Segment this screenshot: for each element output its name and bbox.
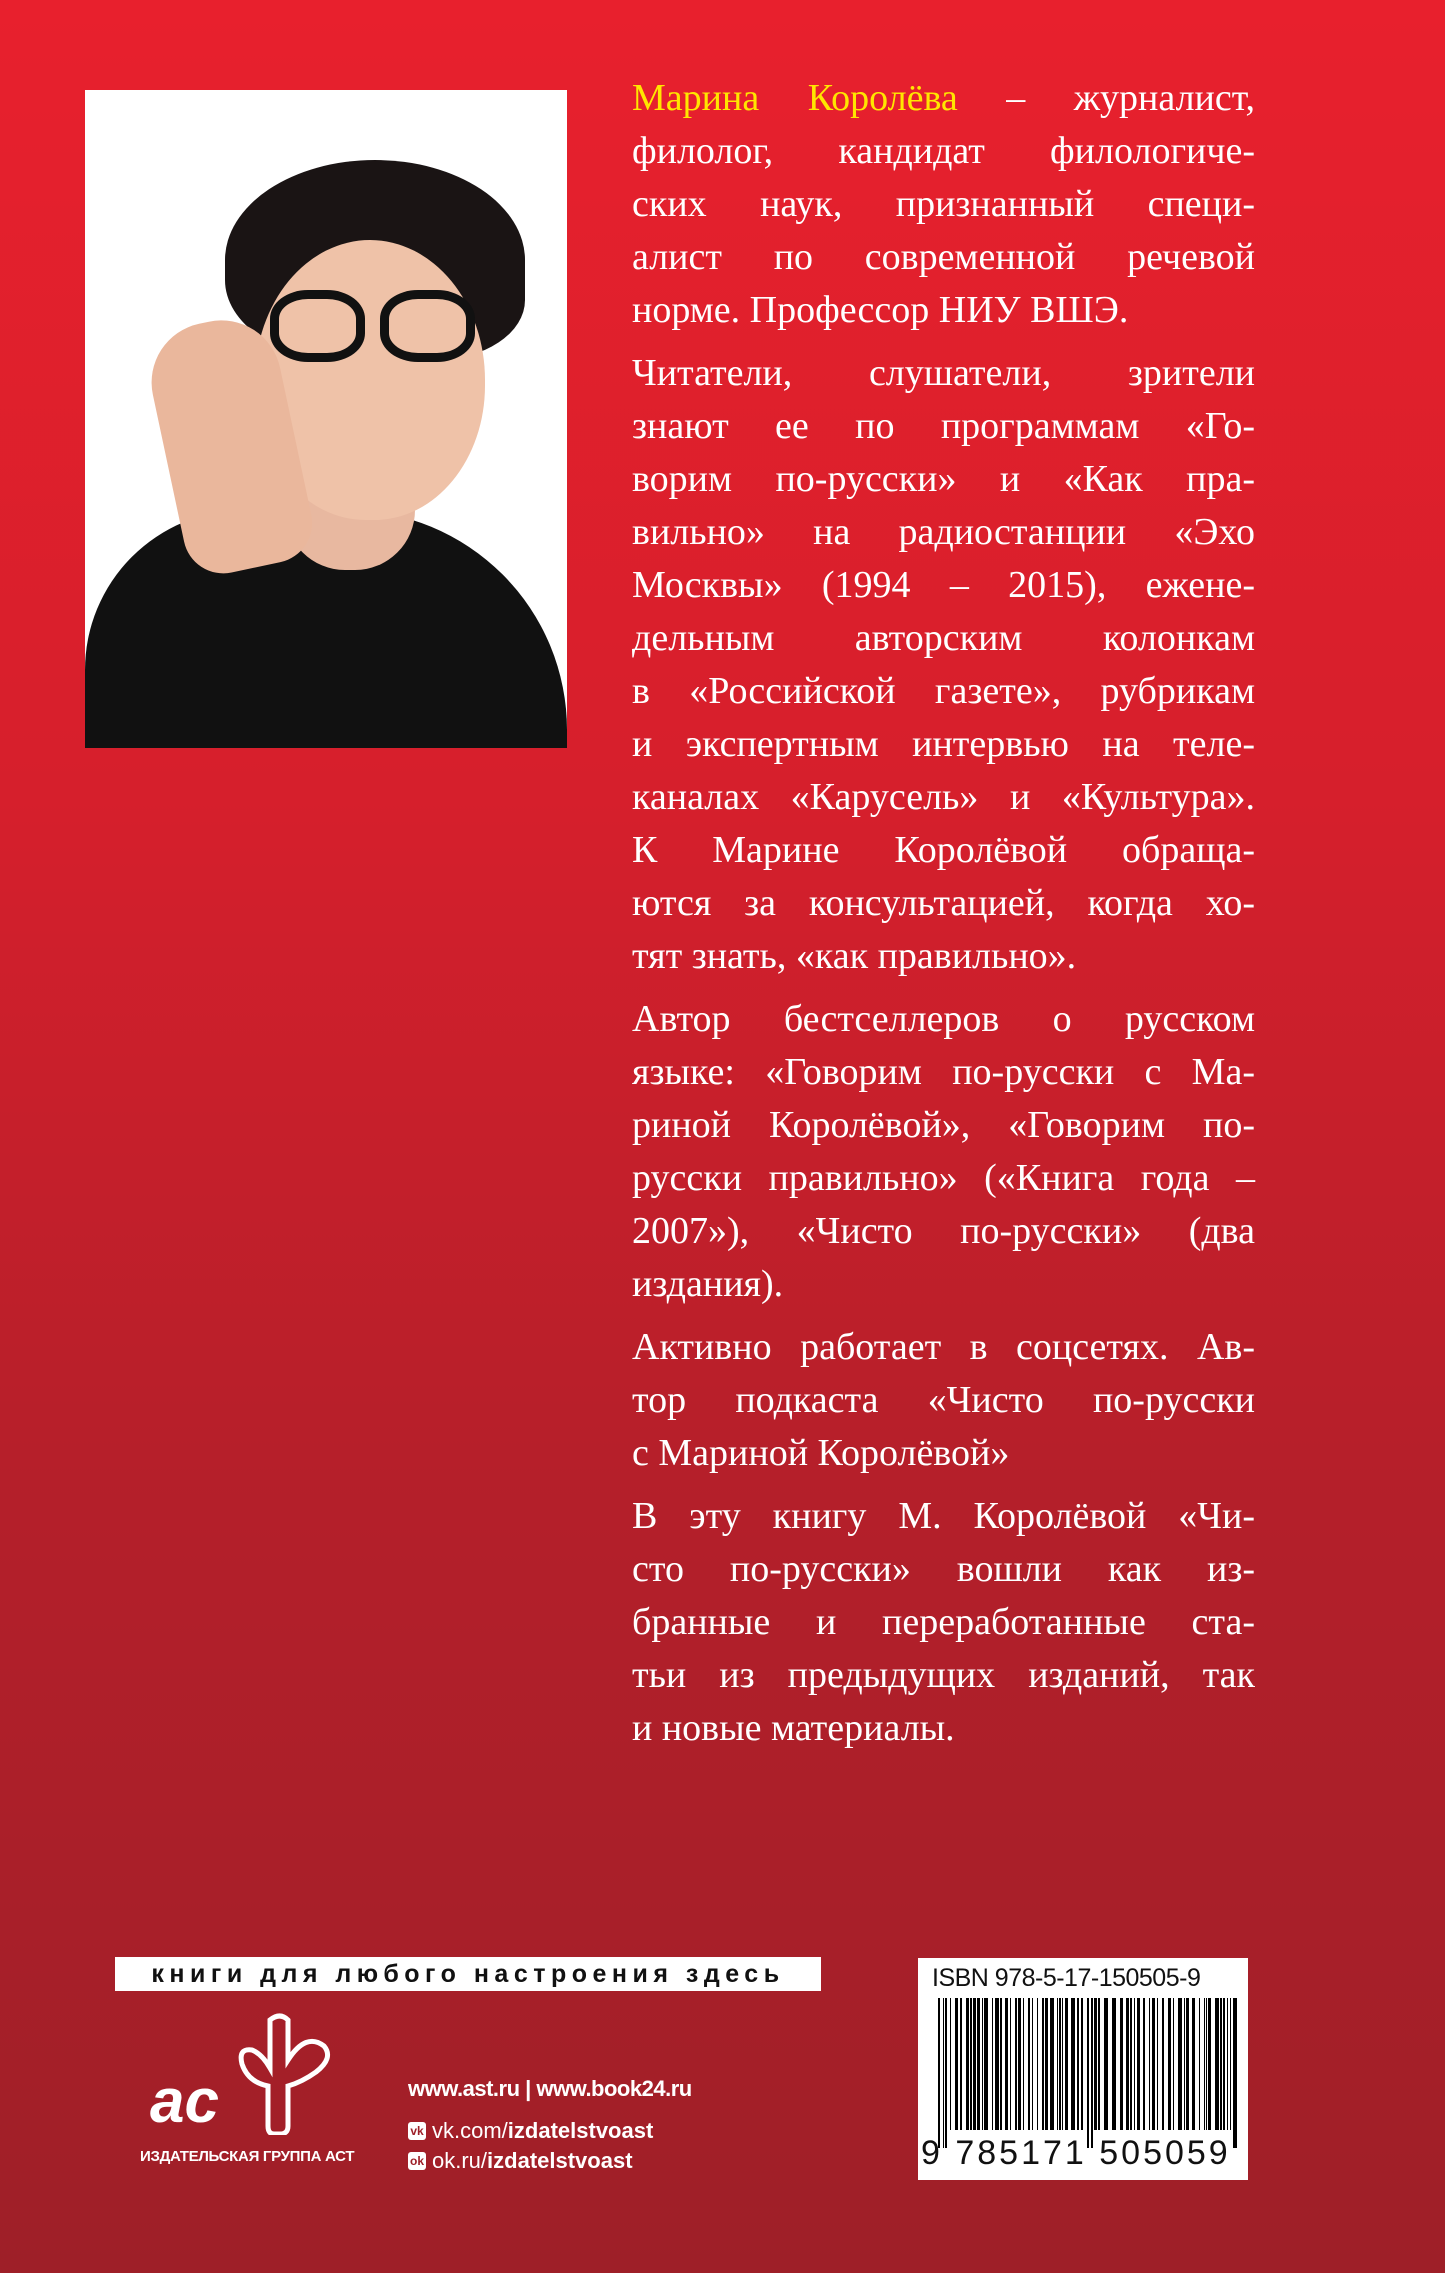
bio-line: ских наук, признанный специ-: [632, 183, 1255, 225]
barcode-bar: [1050, 1998, 1054, 2130]
bio-line: алист по современной речевой: [632, 236, 1255, 278]
barcode-bar: [1112, 1998, 1116, 2130]
bio-line: норме. Профессор НИУ ВШЭ.: [632, 289, 1129, 331]
bio-line: тьи из предыдущих изданий, так: [632, 1654, 1255, 1696]
bio-line: знают ее по программам «Го-: [632, 405, 1255, 447]
barcode-bar: [1233, 1998, 1237, 2148]
barcode-bar: [1227, 1998, 1228, 2130]
barcode-bar: [1206, 1998, 1207, 2130]
bio-line: Читатели, слушатели, зрители: [632, 352, 1255, 394]
odnoklassniki-icon: ok: [409, 2154, 424, 2168]
bio-line: издания).: [632, 1263, 784, 1305]
barcode-bar: [1005, 1998, 1008, 2130]
author-name: Марина Королёва: [632, 77, 958, 119]
barcode-bar: [960, 1998, 962, 2130]
bio-line: русски правильно» («Книга года –: [632, 1157, 1255, 1199]
barcode-bar: [1094, 1998, 1097, 2130]
ok-prefix: ok.ru/: [432, 2148, 488, 2173]
barcode-bar: [992, 1998, 993, 2130]
bio-paragraph: [632, 1490, 1255, 1755]
barcode-bar: [1042, 1998, 1044, 2130]
bio-line: Москвы» (1994 – 2015), еженe-: [632, 564, 1255, 606]
barcode-bar: [1018, 1998, 1021, 2130]
barcode-bar: [1057, 1998, 1058, 2130]
barcode-bar: [1126, 1998, 1129, 2130]
barcode-bar: [955, 1998, 958, 2130]
author-photo: [85, 90, 567, 748]
bio-line: К Марине Королёвой обраща-: [632, 829, 1255, 871]
bio-line: тят знать, «как правильно».: [632, 935, 1077, 977]
barcode-bar: [1215, 1998, 1219, 2130]
barcode-bar: [1028, 1998, 1030, 2130]
barcode-bar: [984, 1998, 988, 2130]
barcode-bar: [1220, 1998, 1222, 2130]
barcode-bar: [1223, 1998, 1225, 2130]
bio-line: 2007»), «Чисто по-русски» (два: [632, 1210, 1255, 1252]
vk-prefix: vk.com/: [432, 2118, 508, 2143]
barcode-bar: [1208, 1998, 1211, 2130]
slogan-banner: книги для любого настроения здесь: [115, 1957, 821, 1991]
barcode-bar: [970, 1998, 972, 2130]
barcode-bar: [1168, 1998, 1171, 2130]
barcode-bar: [1091, 1998, 1093, 2148]
barcode-bar: [1032, 1998, 1033, 2130]
barcode-bar: [1065, 1998, 1068, 2130]
barcode-bar: [1143, 1998, 1145, 2130]
barcode-bar: [1204, 1998, 1205, 2130]
barcode-bar: [1178, 1998, 1182, 2130]
barcode-bar: [966, 1998, 969, 2130]
vk-link[interactable]: [408, 2118, 653, 2144]
bio-line: В эту книгу М. Королёвой «Чи-: [632, 1495, 1255, 1537]
bio-line: риной Королёвой», «Говорим по-: [632, 1104, 1255, 1146]
barcode-bar: [1162, 1998, 1164, 2130]
barcode-bar: [1059, 1998, 1061, 2130]
barcode-bar: [943, 1998, 944, 2148]
barcode-bar: [1104, 1998, 1108, 2130]
barcode-bar: [1062, 1998, 1063, 2130]
bio-line: тор подкаста «Чисто по-русски: [632, 1379, 1255, 1421]
bio-paragraph: [632, 993, 1255, 1311]
barcode-bar: [1134, 1998, 1135, 2130]
bio-line: Автор бестселлеров о русском: [632, 998, 1255, 1040]
barcode-bar: [945, 1998, 947, 2148]
barcode-bar: [1137, 1998, 1140, 2130]
bio-line: Марина Королёва – журналист,: [632, 77, 1255, 119]
svg-text:ас: ас: [150, 2067, 219, 2135]
bio-line: вильно» на радиостанции «Эхо: [632, 511, 1255, 553]
barcode: [938, 1998, 1238, 2148]
bio-line: в «Российской газете», рубрикам: [632, 670, 1255, 712]
ok-link[interactable]: [408, 2148, 633, 2174]
barcode-bar: [1192, 1998, 1195, 2130]
bio-line: бранные и переработанные ста-: [632, 1601, 1255, 1643]
vk-icon: vk: [408, 2122, 426, 2140]
barcode-bar: [1157, 1998, 1158, 2130]
bio-line: ются за консультацией, когда хо-: [632, 882, 1255, 924]
barcode-bar: [1081, 1998, 1083, 2130]
barcode-bar: [1186, 1998, 1189, 2130]
barcode-bar: [973, 1998, 976, 2130]
ast-logo: [150, 2010, 350, 2135]
barcode-bar: [1010, 1998, 1011, 2130]
publisher-name: ИЗДАТЕЛЬСКАЯ ГРУППА АСТ: [140, 2148, 355, 2165]
bio-line: и новые материалы.: [632, 1707, 955, 1749]
barcode-bar: [1149, 1998, 1150, 2130]
barcode-bar: [1000, 1998, 1002, 2130]
barcode-bar: [977, 1998, 980, 2130]
barcode-bar: [1120, 1998, 1123, 2130]
barcode-bar: [982, 1998, 983, 2130]
bio-line: филолог, кандидат филологиче-: [632, 130, 1255, 172]
barcode-bar: [1077, 1998, 1079, 2130]
barcode-bar: [1023, 1998, 1024, 2130]
vk-handle: izdatelstvoast: [507, 2118, 654, 2143]
bio-line: и экспертным интервью на теле-: [632, 723, 1255, 765]
barcode-bar: [1015, 1998, 1017, 2130]
barcode-bar: [938, 1998, 940, 2148]
bio-paragraph: [632, 347, 1255, 983]
barcode-bar: [1087, 1998, 1089, 2148]
barcode-digits: 9 785171 505059: [921, 2134, 1231, 2172]
barcode-bar: [1071, 1998, 1075, 2130]
isbn-label: ISBN 978-5-17-150505-9: [932, 1964, 1201, 1992]
publisher-websites[interactable]: www.ast.ru | www.book24.ru: [408, 2076, 692, 2101]
bio-line: ворим по-русски» и «Как пра-: [632, 458, 1255, 500]
bio-paragraph: [632, 72, 1255, 337]
barcode-bar: [1037, 1998, 1038, 2130]
bio-line: Активно работает в соцсетях. Ав-: [632, 1326, 1255, 1368]
barcode-bar: [1045, 1998, 1048, 2130]
barcode-bar: [1173, 1998, 1174, 2130]
bio-line: сто по-русски» вошли как из-: [632, 1548, 1255, 1590]
barcode-bar: [1130, 1998, 1132, 2130]
barcode-bar: [1152, 1998, 1155, 2130]
bio-line: каналах «Карусель» и «Культура».: [632, 776, 1255, 818]
bio-line: языке: «Говорим по-русски с Ма-: [632, 1051, 1255, 1093]
barcode-bar: [950, 1998, 951, 2130]
barcode-bar: [995, 1998, 999, 2130]
bio-line: с Мариной Королёвой»: [632, 1432, 1010, 1474]
ok-handle: izdatelstvoast: [487, 2148, 633, 2173]
barcode-bar: [1184, 1998, 1185, 2130]
barcode-bar: [1230, 1998, 1231, 2130]
bio-line: дельным авторским колонкам: [632, 617, 1255, 659]
barcode-bar: [1199, 1998, 1200, 2130]
isbn-barcode-box: [918, 1958, 1248, 2180]
author-bio: [632, 72, 1255, 1765]
bio-paragraph: [632, 1321, 1255, 1480]
barcode-bar: [1098, 1998, 1100, 2130]
